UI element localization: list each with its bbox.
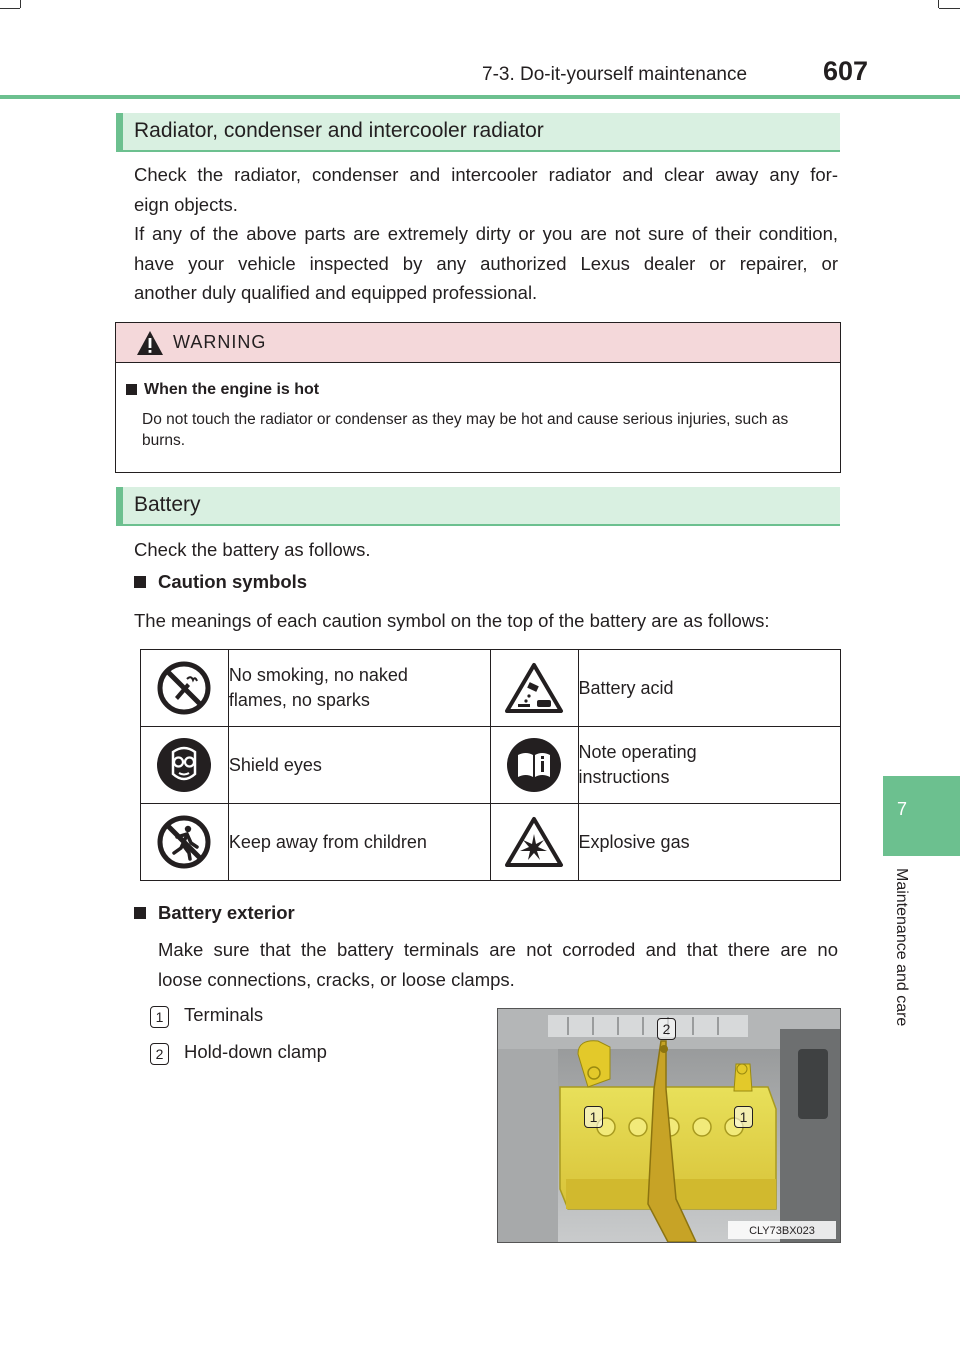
- symbol-label-text: Explosive gas: [578, 831, 690, 852]
- symbol-label: [228, 727, 490, 804]
- text-line: have your vehicle inspected by any authorized Lexus dealer or repairer, or: [134, 252, 838, 274]
- symbol-label: [228, 804, 490, 881]
- photo-callout-badge: 1: [734, 1106, 753, 1128]
- text-line: If any of the above parts are extremely dirty or you are not sure of their condition,: [134, 223, 838, 244]
- table-row: [141, 804, 841, 881]
- text-line: eign objects.: [134, 193, 238, 215]
- chapter-tab: [883, 776, 960, 856]
- crop-mark: [939, 8, 960, 9]
- page-number: 607: [823, 56, 869, 86]
- warning-body: Do not touch the radiator or condenser as they may be hot and cause serious injuries, such as burns.: [142, 411, 789, 449]
- text-line: loose connections, cracks, or loose clamps.: [158, 968, 515, 990]
- radiator-heading: [116, 113, 840, 152]
- exterior-heading-text: Battery exterior: [158, 902, 295, 923]
- battery-heading-text: Battery: [134, 493, 201, 516]
- legend-number-badge: 2: [150, 1043, 169, 1065]
- battery-exterior-heading: [134, 902, 295, 924]
- table-row: [141, 650, 841, 727]
- warning-subheading: [126, 381, 319, 399]
- text-line: Check the radiator, condenser and intercooler radiator and clear away any for-: [134, 164, 838, 185]
- symbol-label-text: Note operating instructions: [578, 742, 697, 787]
- symbol-cell: [490, 650, 578, 727]
- warning-header: [116, 323, 840, 363]
- bullet-square-icon: [126, 384, 137, 395]
- photo-code: CLY73BX023: [749, 1225, 815, 1237]
- radiator-heading-text: Radiator, condenser and intercooler radiator: [134, 119, 544, 142]
- warning-subheading-text: When the engine is hot: [144, 381, 320, 398]
- chapter-title: Maintenance and care: [893, 868, 910, 1027]
- symbol-label-text: Shield eyes: [228, 754, 322, 775]
- symbol-label-text: Keep away from children: [228, 831, 427, 852]
- symbol-label-text: Battery acid: [578, 677, 674, 698]
- explosive-gas-icon: [504, 816, 564, 868]
- crop-mark: [0, 8, 20, 9]
- photo-callout-badge: 2: [657, 1018, 676, 1040]
- warning-box: [115, 322, 841, 473]
- caution-heading-text: Caution symbols: [158, 571, 308, 592]
- legend-label: Terminals: [184, 1004, 264, 1025]
- symbol-cell: [490, 727, 578, 804]
- table-row: [141, 727, 841, 804]
- crop-mark: [938, 0, 939, 8]
- symbol-label: [578, 727, 840, 804]
- note-instructions-icon: [507, 738, 561, 792]
- battery-acid-icon: [504, 662, 564, 714]
- caution-symbols-heading: [134, 571, 307, 593]
- section-title: 7-3. Do-it-yourself maintenance: [482, 64, 748, 85]
- photo-callout-badge: 1: [584, 1106, 603, 1128]
- symbol-label: [578, 804, 840, 881]
- battery-illustration: [498, 1009, 840, 1242]
- keep-away-children-icon: [157, 815, 211, 869]
- symbol-cell: [141, 650, 229, 727]
- radiator-paragraph: [134, 160, 838, 308]
- crop-mark: [20, 0, 21, 8]
- warning-title: WARNING: [173, 332, 267, 352]
- text-line: Make sure that the battery terminals are not corroded and that there are no: [158, 939, 838, 960]
- symbol-label: [578, 650, 840, 727]
- symbol-cell: [490, 804, 578, 881]
- symbol-label-text: No smoking, no naked flames, no sparks: [228, 665, 408, 710]
- no-smoking-icon: [157, 661, 211, 715]
- battery-photo: [497, 1008, 841, 1243]
- symbol-cell: [141, 804, 229, 881]
- symbol-label: [228, 650, 490, 727]
- legend-number-badge: 1: [150, 1006, 169, 1028]
- caution-intro: The meanings of each caution symbol on the top of the battery are as follows:: [134, 610, 770, 631]
- battery-intro: Check the battery as follows.: [134, 539, 371, 560]
- caution-symbols-table: [140, 649, 841, 881]
- battery-heading: [116, 487, 840, 526]
- bullet-square-icon: [134, 576, 146, 588]
- warning-triangle-icon: [136, 330, 164, 356]
- symbol-cell: [141, 727, 229, 804]
- chapter-number: 7: [897, 799, 908, 819]
- shield-eyes-icon: [157, 738, 211, 792]
- battery-exterior-paragraph: [158, 935, 838, 994]
- legend-label: Hold-down clamp: [184, 1041, 327, 1062]
- text-line: another duly qualified and equipped professional.: [134, 282, 538, 303]
- header-rule: [0, 95, 960, 99]
- bullet-square-icon: [134, 907, 146, 919]
